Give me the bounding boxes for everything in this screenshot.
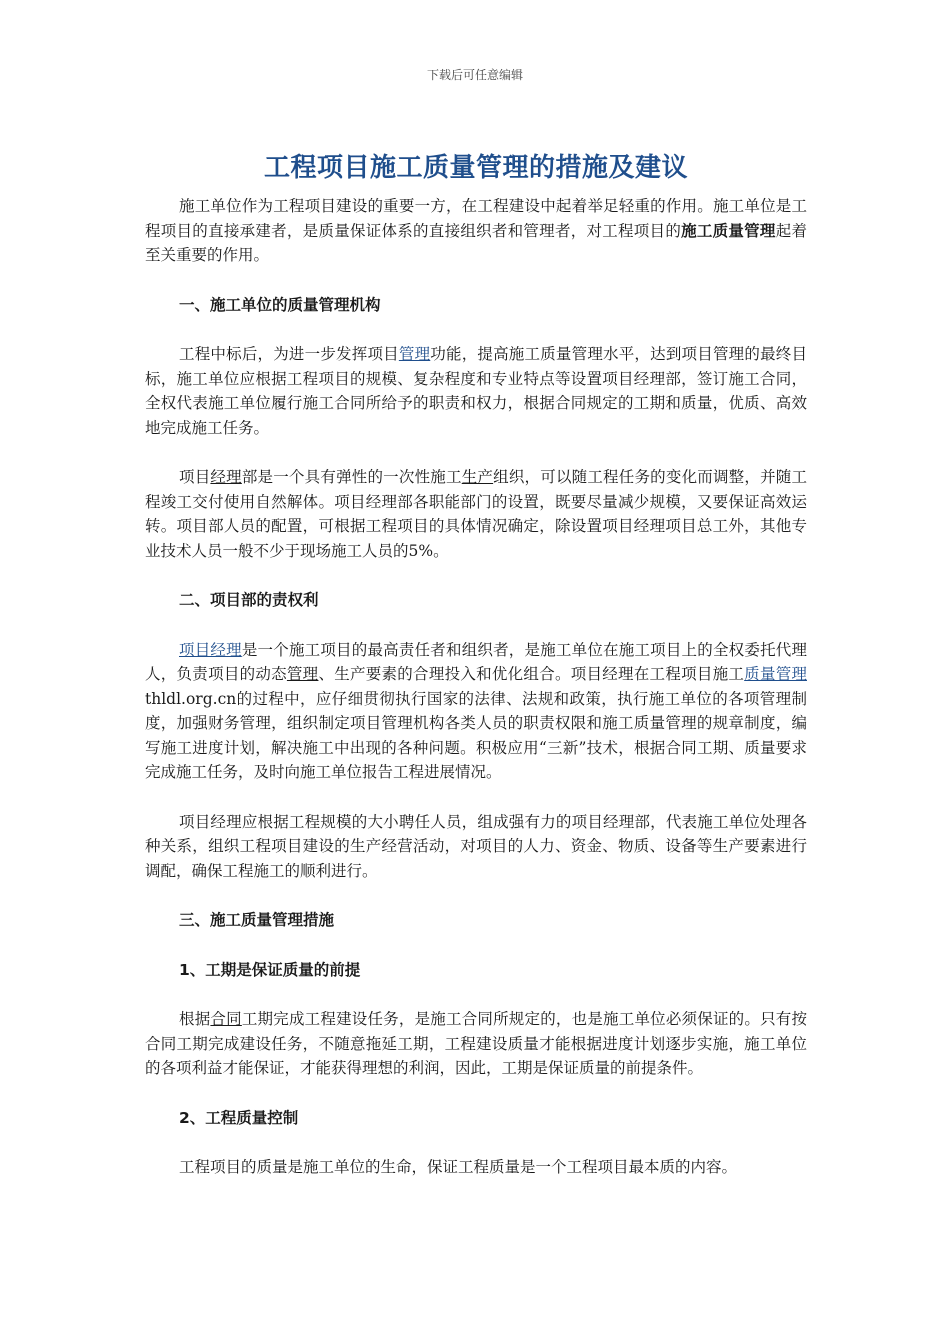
s31-text-b: 工期完成工程建设任务，是施工合同所规定的，也是施工单位必须保证的。只有按合同工期完成建设任务，不随意拖延工期，工程建设质量才能根据进度计划逐步实施，施工单位的各项利益才能保证，才能获得理想的利润，因此，工期是保证质量的前提条件。 — [145, 1010, 807, 1077]
section-1-heading: 一、施工单位的质量管理机构 — [179, 295, 381, 314]
intro-paragraph — [145, 194, 807, 268]
subsection-3-2-paragraph: 工程项目的质量是施工单位的生命，保证工程质量是一个工程项目最本质的内容。 — [179, 1158, 738, 1176]
underlined-jingli[interactable]: 经理 — [210, 468, 242, 486]
link-xiangmu-jingli[interactable]: 项目经理 — [179, 640, 242, 659]
document-body — [145, 148, 807, 1180]
s1p1-text-a: 工程中标后，为进一步发挥项目 — [179, 345, 399, 363]
intro-text-c: 起着至关重要的作用。 — [145, 221, 807, 264]
link-zhiliang-guanli[interactable]: 质量管理 — [744, 665, 807, 683]
section-2-paragraph-2: 项目经理应根据工程规模的大小聘任人员，组成强有力的项目经理部，代表施工单位处理各种关系，组织工程项目建设的生产经营活动，对项目的人力、资金、物质、设备等生产要素进行调配，确保工程施工的顺利进行。 — [145, 812, 807, 880]
s2p1-text-c: thldl.org.cn的过程中，应仔细贯彻执行国家的法律、法规和政策，执行施工单位的各项管理制度，加强财务管理，组织制定项目管理机构各类人员的职责权限和施工质量管理的规章制度，编写施工进度计划，解决施工中出现的各种问题。积极应用“三新”技术，根据合同工期、质量要求完成施工任务，及时向施工单位报告工程进展情况。 — [145, 689, 807, 781]
section-3-heading: 三、施工质量管理措施 — [179, 911, 335, 929]
s1p2-text-c: 组织，可以随工程任务的变化而调整，并随工程竣工交付使用自然解体。项目经理部各职能部门的设置，既要尽量减少规模，又要保证高效运转。项目部人员的配置，可根据工程项目的具体情况确定，除设置项目经理项目总工外，其他专业技术人员一般不少于现场施工人员的5%。 — [145, 468, 807, 560]
underlined-shengchan[interactable]: 生产 — [461, 468, 494, 486]
s2p1-text-a: 是一个施工项目的最高责任者和组织者，是施工单位在施工项目上的全权委托代理人，负责项目的动态 — [145, 640, 807, 683]
s1p2-text-a: 项目 — [179, 468, 211, 486]
s2p1-text-b: 、生产要素的合理投入和优化组合。项目经理在工程项目施工 — [318, 665, 745, 683]
s1p1-text-b: 功能，提高施工质量管理水平，达到项目管理的最终目标，施工单位应根据工程项目的规模、复杂程度和专业特点等设置项目经理部，签订施工合同，全权代表施工单位履行施工合同所给予的职责和权力，根据合同规定的工期和质量，优质、高效地完成施工任务。 — [145, 345, 807, 437]
section-1-paragraph-2 — [145, 465, 807, 563]
underlined-hetong[interactable]: 合同 — [210, 1010, 242, 1028]
section-2-heading: 二、项目部的责权利 — [179, 591, 319, 609]
subsection-3-2-heading: 2、工程质量控制 — [179, 1108, 299, 1127]
intro-bold-term: 施工质量管理 — [681, 220, 776, 240]
subsection-3-1-heading: 1、工期是保证质量的前提 — [179, 960, 361, 979]
underlined-guanli[interactable]: 管理 — [286, 665, 319, 683]
section-1-paragraph-1 — [145, 342, 807, 440]
section-2-paragraph-1 — [145, 638, 807, 785]
document-title: 工程项目施工质量管理的措施及建议 — [263, 153, 688, 183]
s1p2-text-b: 部是一个具有弹性的一次性施工 — [241, 468, 462, 486]
link-guanli[interactable]: 管理 — [398, 345, 431, 363]
subsection-3-1-paragraph — [145, 1007, 807, 1081]
s31-text-a: 根据 — [179, 1010, 211, 1028]
intro-text-a: 施工单位作为工程项目建设的重要一方，在工程建设中起着举足轻重的作用。施工单位是工程项目的直接承建者，是质量保证体系的直接组织者和管理者，对工程项目的 — [145, 197, 807, 240]
page-header-note: 下载后可任意编辑 — [426, 68, 523, 82]
